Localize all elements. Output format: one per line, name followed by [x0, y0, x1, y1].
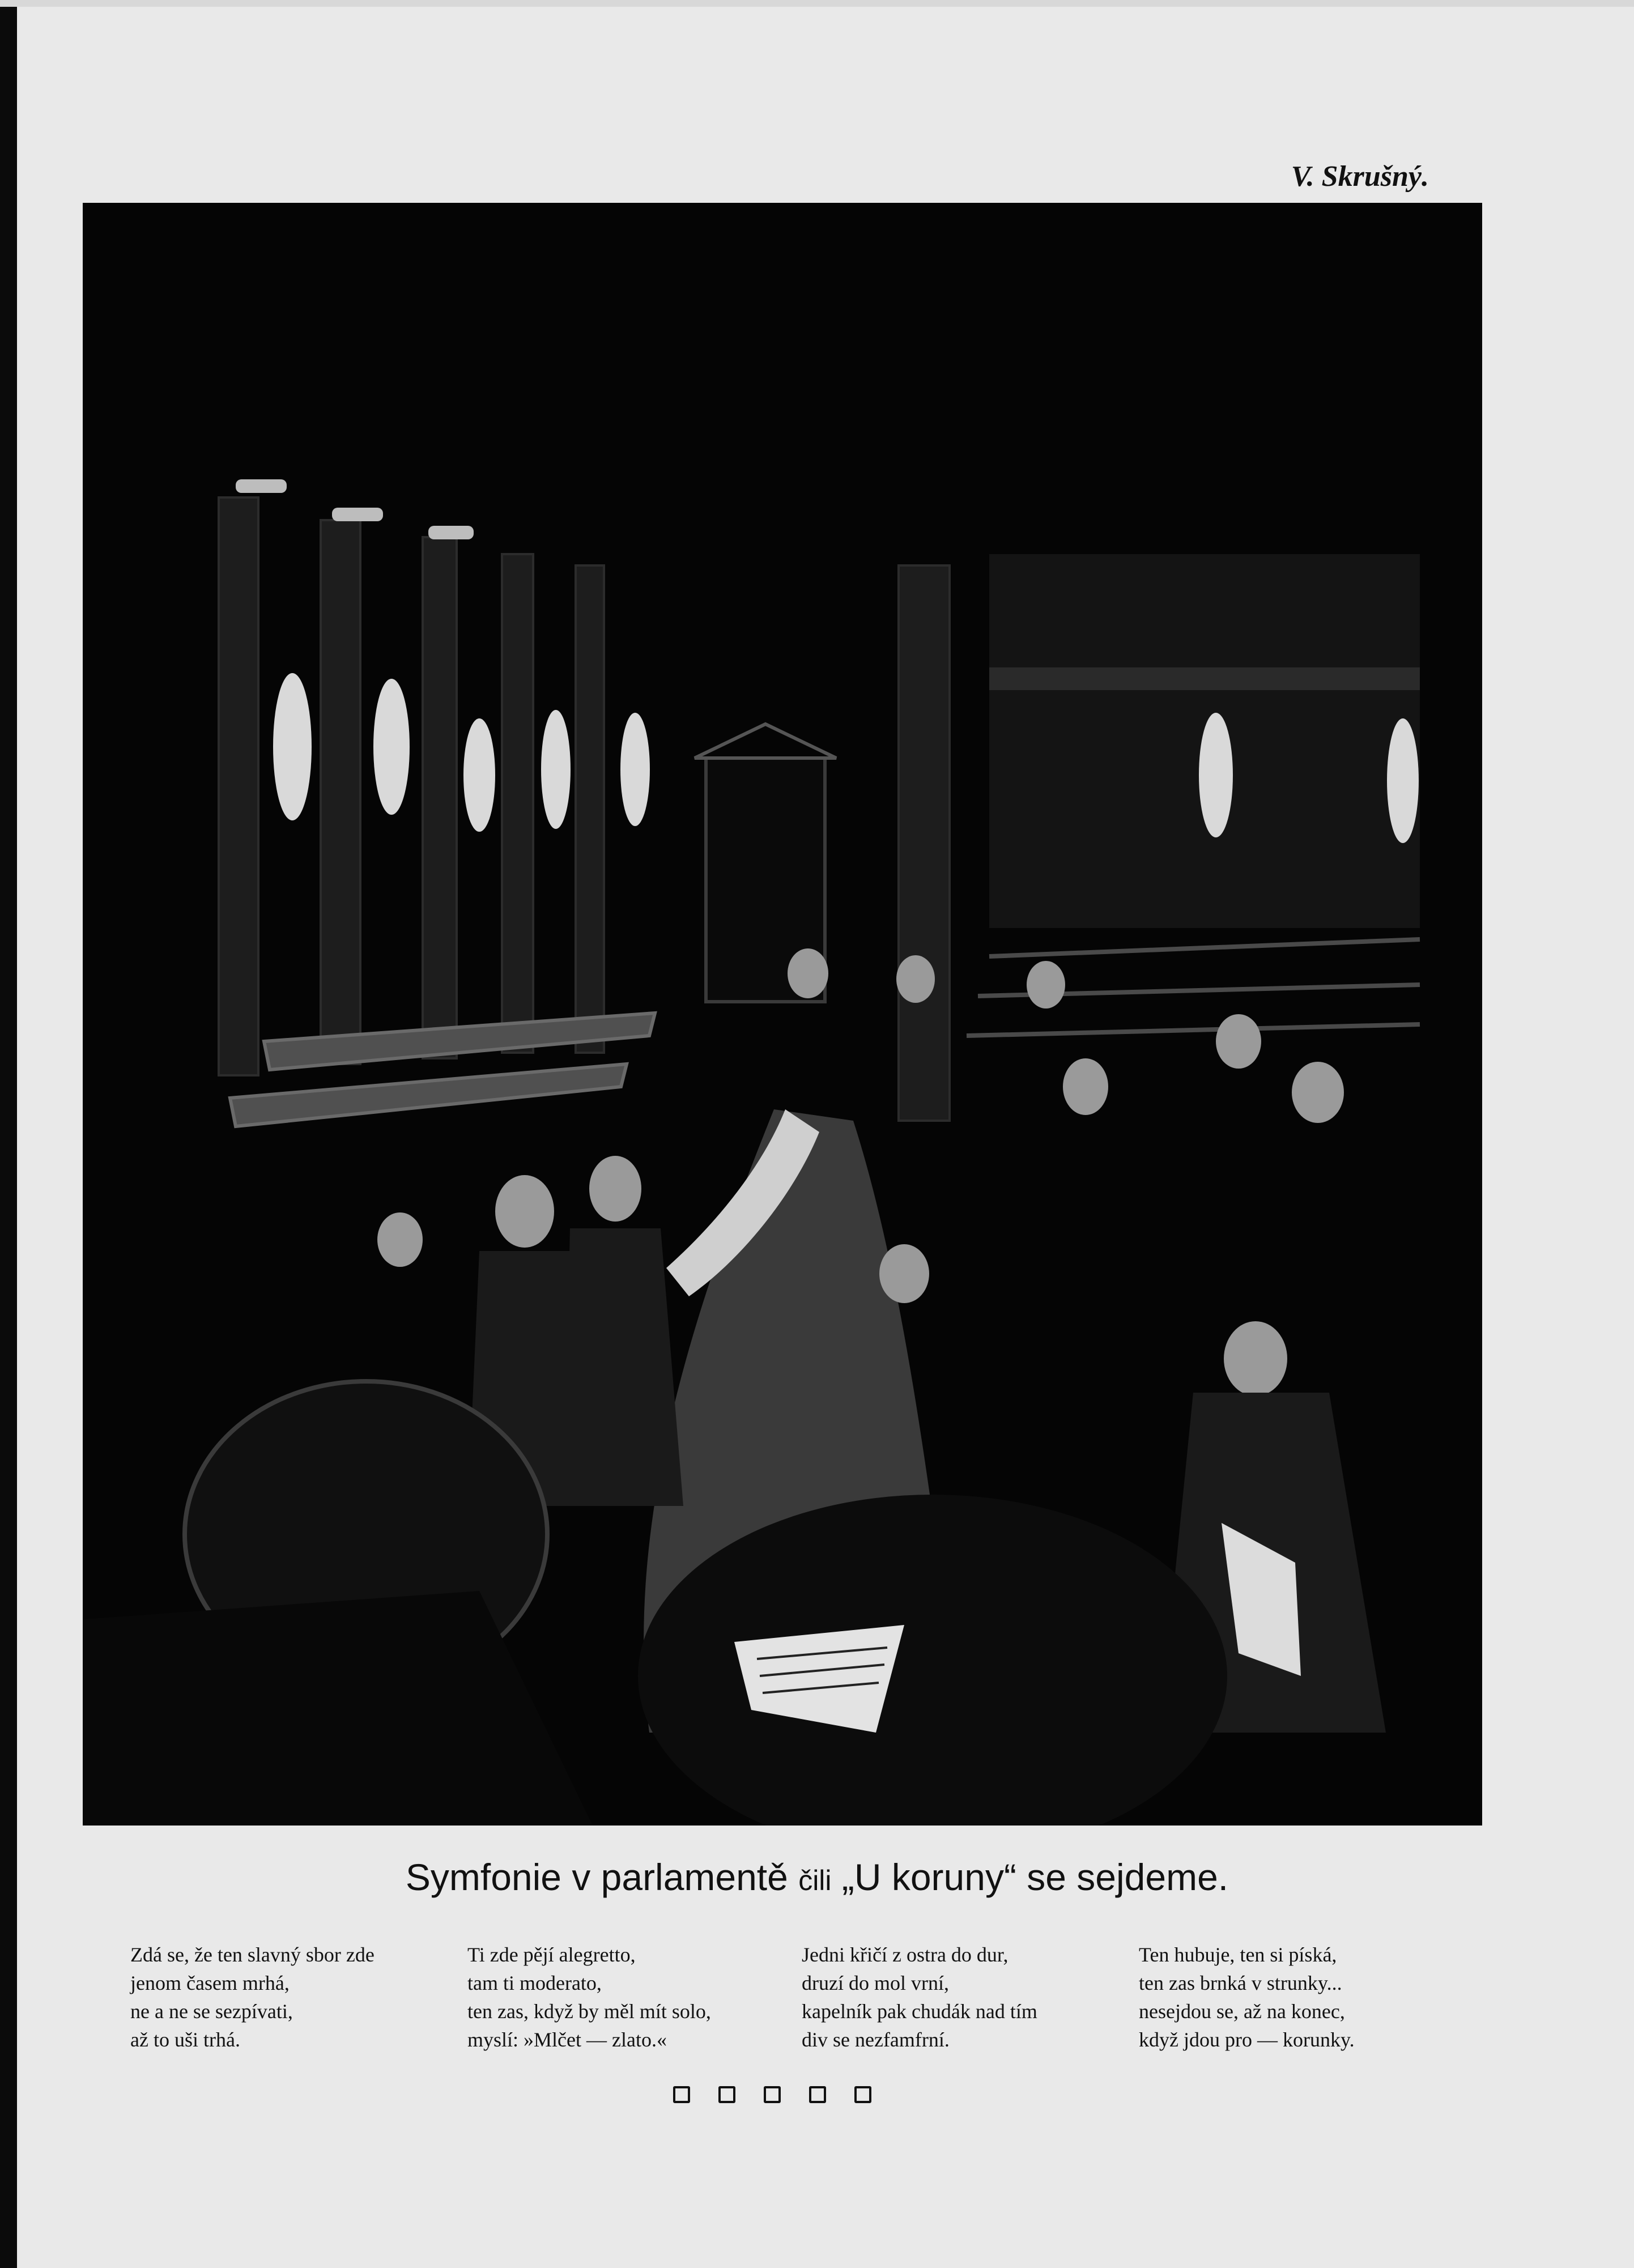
- verse-line: ten zas brnká v strunky...: [1139, 1972, 1342, 1994]
- verse-line: Zdá se, že ten slavný sbor zde: [130, 1943, 375, 1966]
- verse-1: [130, 1941, 448, 2054]
- ornament-square-icon: [854, 2086, 871, 2103]
- parliament-scene-drawing: [83, 203, 1482, 1826]
- verse-line: Jedni křičí z ostra do dur,: [802, 1943, 1009, 1966]
- ornament-square-icon: [764, 2086, 781, 2103]
- verse-line: tam ti moderato,: [467, 1972, 602, 1994]
- verse-line: Ten hubuje, ten si píská,: [1139, 1943, 1337, 1966]
- verse-line: až to uši trhá.: [130, 2028, 240, 2051]
- cartoon-illustration: [83, 203, 1482, 1826]
- ornament-square-icon: [673, 2086, 690, 2103]
- verse-line: ne a ne se sezpívati,: [130, 2000, 293, 2023]
- verse-line: nesejdou se, až na konec,: [1139, 2000, 1345, 2023]
- verse-line: jenom časem mrhá,: [130, 1972, 290, 1994]
- verse-line: myslí: »Mlčet — zlato.«: [467, 2028, 667, 2051]
- page-edge-shadow: [0, 0, 17, 2268]
- title-part-1: Symfonie v parlamentě: [405, 1856, 788, 1898]
- verse-columns: [130, 1941, 1501, 2071]
- caption-title: [0, 1856, 1634, 1899]
- title-connector: čili: [798, 1865, 832, 1896]
- verse-line: Ti zde pějí alegretto,: [467, 1943, 636, 1966]
- title-part-2: „U koruny“ se sejdeme.: [841, 1856, 1229, 1898]
- verse-2: [467, 1941, 785, 2054]
- ornament-square-icon: [809, 2086, 826, 2103]
- verse-line: ten zas, když by měl mít solo,: [467, 2000, 711, 2023]
- verse-line: když jdou pro — korunky.: [1139, 2028, 1355, 2051]
- ornament-square-icon: [718, 2086, 735, 2103]
- verse-line: div se nezfamfrní.: [802, 2028, 950, 2051]
- verse-line: druzí do mol vrní,: [802, 1972, 949, 1994]
- verse-3: [802, 1941, 1119, 2054]
- artist-signature: V. Skrušný.: [1291, 160, 1429, 193]
- verse-4: [1139, 1941, 1456, 2054]
- verse-line: kapelník pak chudák nad tím: [802, 2000, 1037, 2023]
- page-top-edge: [0, 0, 1634, 7]
